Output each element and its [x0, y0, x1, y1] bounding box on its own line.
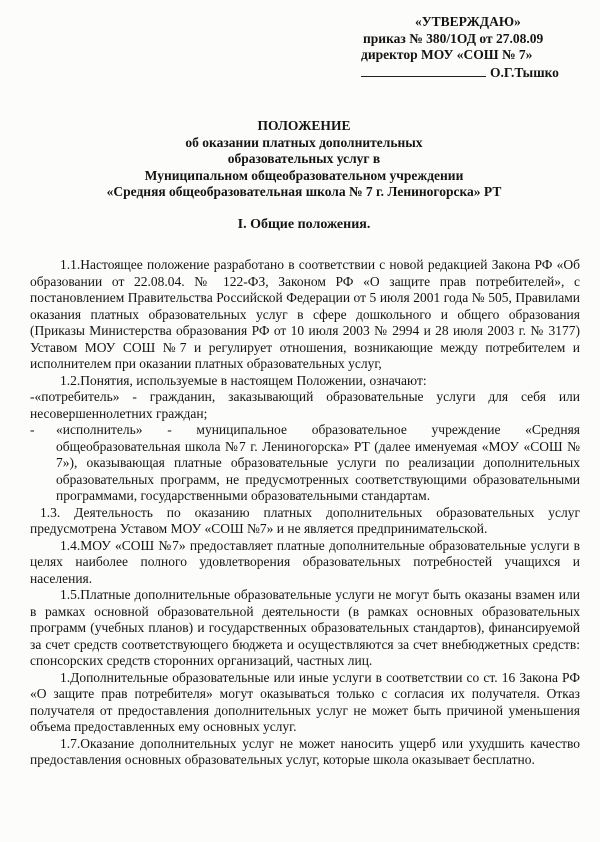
paragraph-1-6: 1.Дополнительные образовательные или иные услуги в соответствии со ст. 16 Закона РФ «О защите прав потребителя» могут оказываться только с согласия их получателя. Отказ получателя от предоставления дополнительных услуг не может быть причиной уменьшения объема предоставленных ему основных услуг.	[30, 669, 580, 734]
paragraph-1-2: 1.2.Понятия, используемые в настоящем Положении, означают:	[60, 372, 427, 388]
approval-order: приказ № 380/1ОД от 27.08.09	[363, 30, 544, 46]
definition-dash: -	[30, 389, 35, 404]
definition-executor: - «исполнитель» - муниципальное образовательное учреждение «Средняя общеобразовательная школа №7 г. Лениногорска» РТ (далее именуемая «МОУ «СОШ № 7»), оказывающая платные образовательные услуги по реализации дополнительных образовательных программ, не предусмотренных соответствующими образовательными программами, государственными образовательными стандартам.	[30, 422, 580, 503]
section-heading: I. Общие положения.	[237, 217, 371, 232]
signature-line	[361, 64, 486, 77]
definition-dash: -	[30, 422, 35, 437]
paragraph-1-1: 1.1.Настоящее положение разработано в соответствии с новой редакцией Закона РФ «Об образовании от 22.08.04. № 122-ФЗ, Законом РФ «О защите прав потребителей», с постановлением Правительства Российской Федерации от 5 июля 2001 года № 505, Правилами оказания платных образовательных услуг в сфере дошкольного и общего образования (Приказы Министерства образования РФ от 10 июля 2003 № 2994 и 28 июля 2003 г. № 3177) Уставом МОУ СОШ №7 и регулирует отношения, возникающие между потребителем и исполнителем при оказании платных образовательных услуг,	[30, 257, 580, 371]
title-line-4: Муниципальном общеобразовательном учреждении	[144, 167, 464, 183]
paragraph-1-5: 1.5.Платные дополнительные образовательные услуги не могут быть оказаны взамен или в рамках основной образовательной деятельности (в рамках основных образовательных программ (учебных планов) и государственных образовательных стандартов), финансируемой за счет средств соответствующего бюджета и осуществляются за счет внебюджетных средств: спонсорских средств сторонних организаций, частных лиц.	[30, 587, 580, 668]
title-line-5: «Средняя общеобразовательная школа № 7 г. Лениногорска» РТ	[106, 184, 502, 199]
document-body	[30, 257, 580, 769]
definition-consumer: -«потребитель» - гражданин, заказывающий образовательные услуги для себя или несовершеннолетних граждан;	[30, 389, 580, 421]
title-line-3: образовательных услуг в	[227, 151, 381, 166]
approval-director: директор МОУ «СОШ № 7»	[361, 47, 533, 62]
title-line-2: об оказании платных дополнительных	[185, 134, 423, 150]
title-line-1: ПОЛОЖЕНИЕ	[257, 118, 351, 133]
paragraph-1-4: 1.4.МОУ «СОШ №7» предоставляет платные дополнительные образовательные услуги в целях наиболее полного удовлетворения образовательных потребностей учащихся и населения.	[30, 537, 580, 586]
paragraph-1-3: 1.3. Деятельность по оказанию платных дополнительных образовательных услуг предусмотрена Уставом МОУ «СОШ №7» и не является предпринимательской.	[30, 504, 580, 536]
approval-stamp	[355, 14, 580, 81]
approval-signature	[355, 64, 580, 82]
document-title	[28, 118, 580, 201]
approval-signer: О.Г.Тышко	[490, 64, 559, 80]
approval-heading: «УТВЕРЖДАЮ»	[415, 14, 521, 29]
paragraph-1-7: 1.7.Оказание дополнительных услуг не может наносить ущерб или ухудшить качество предоставления основных образовательных услуг, которые школа оказывает бесплатно.	[30, 735, 580, 767]
